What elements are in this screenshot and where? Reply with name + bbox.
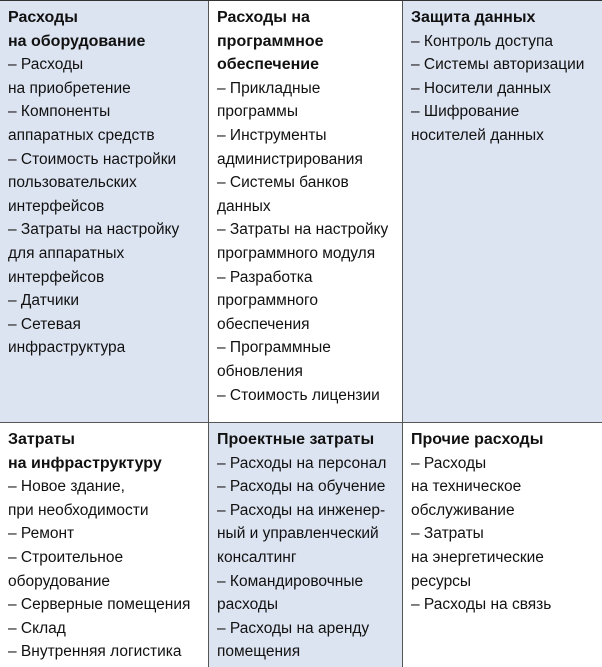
list-item: – Прикладные программы: [217, 79, 321, 121]
item-list: [411, 30, 598, 148]
title-line: на инфраструктуру: [8, 454, 162, 472]
list-item: – Стоимость лицензии: [217, 386, 380, 404]
list-item: – Склад: [8, 619, 66, 637]
cell-software: [209, 1, 403, 423]
cell-infrastructure: [0, 423, 209, 667]
list-item: – Затраты на настройку программного модуля: [217, 221, 389, 262]
title-line: Расходы на: [217, 9, 310, 26]
cell-title: [217, 6, 398, 77]
list-item: – Инструменты администрирования: [217, 126, 363, 168]
title-line: обеспечение: [217, 56, 319, 74]
list-item: – Расходы на техническое обслуживание: [411, 454, 522, 519]
item-list: [217, 452, 398, 664]
list-item: – Компоненты аппаратных средств: [8, 103, 155, 144]
list-item: – Затраты на энергетические ресурсы: [411, 525, 544, 590]
cell-title: [411, 428, 598, 452]
item-list: [217, 77, 398, 407]
list-item: – Новое здание, при необходимости: [8, 478, 149, 519]
list-item: – Разработка программного обеспечения: [217, 268, 318, 333]
list-item: – Системы авторизации: [411, 56, 585, 74]
list-item: – Шифрование носителей данных: [411, 103, 544, 144]
cell-project-costs: [209, 423, 403, 667]
list-item: – Расходы на аренду помещения: [217, 619, 370, 661]
list-item: – Датчики: [8, 292, 79, 310]
list-item: – Расходы на связь: [411, 596, 552, 614]
cell-title: [8, 6, 204, 53]
list-item: – Затраты на настройку для аппаратных интерфейсов: [8, 221, 180, 286]
item-list: [8, 475, 204, 664]
list-item: – Контроль доступа: [411, 32, 554, 50]
list-item: – Ремонт: [8, 525, 75, 543]
title-line: программное: [217, 32, 324, 50]
list-item: – Строительное оборудование: [8, 548, 124, 590]
cell-data-protection: [403, 1, 602, 423]
list-item: – Расходы на приобретение: [8, 56, 131, 97]
cell-hardware: [0, 1, 209, 423]
title-line: Расходы: [8, 9, 78, 26]
list-item: – Расходы на обучение: [217, 478, 386, 496]
list-item: – Сетевая инфраструктура: [8, 315, 126, 357]
cell-title: [8, 428, 204, 475]
title-line: на оборудование: [8, 32, 146, 50]
title-line: Затраты: [8, 431, 75, 448]
list-item: – Стоимость настройки пользовательских интерфейсов: [8, 150, 177, 215]
list-item: – Внутренняя логистика: [8, 643, 182, 661]
item-list: [411, 452, 598, 617]
title-line: Проектные затраты: [217, 431, 375, 448]
title-line: Защита данных: [411, 9, 536, 26]
list-item: – Командировочные расходы: [217, 572, 364, 614]
list-item: – Расходы на персонал: [217, 454, 387, 472]
cell-title: [217, 428, 398, 452]
list-item: – Серверные помещения: [8, 596, 191, 614]
title-line: Прочие расходы: [411, 431, 544, 448]
list-item: – Носители данных: [411, 79, 551, 97]
cell-other-costs: [403, 423, 602, 667]
list-item: – Системы банков данных: [217, 174, 349, 215]
list-item: – Программные обновления: [217, 339, 331, 380]
item-list: [8, 53, 204, 360]
list-item: – Расходы на инженер- ный и управленческий консалтинг: [217, 501, 386, 566]
cell-title: [411, 6, 598, 30]
